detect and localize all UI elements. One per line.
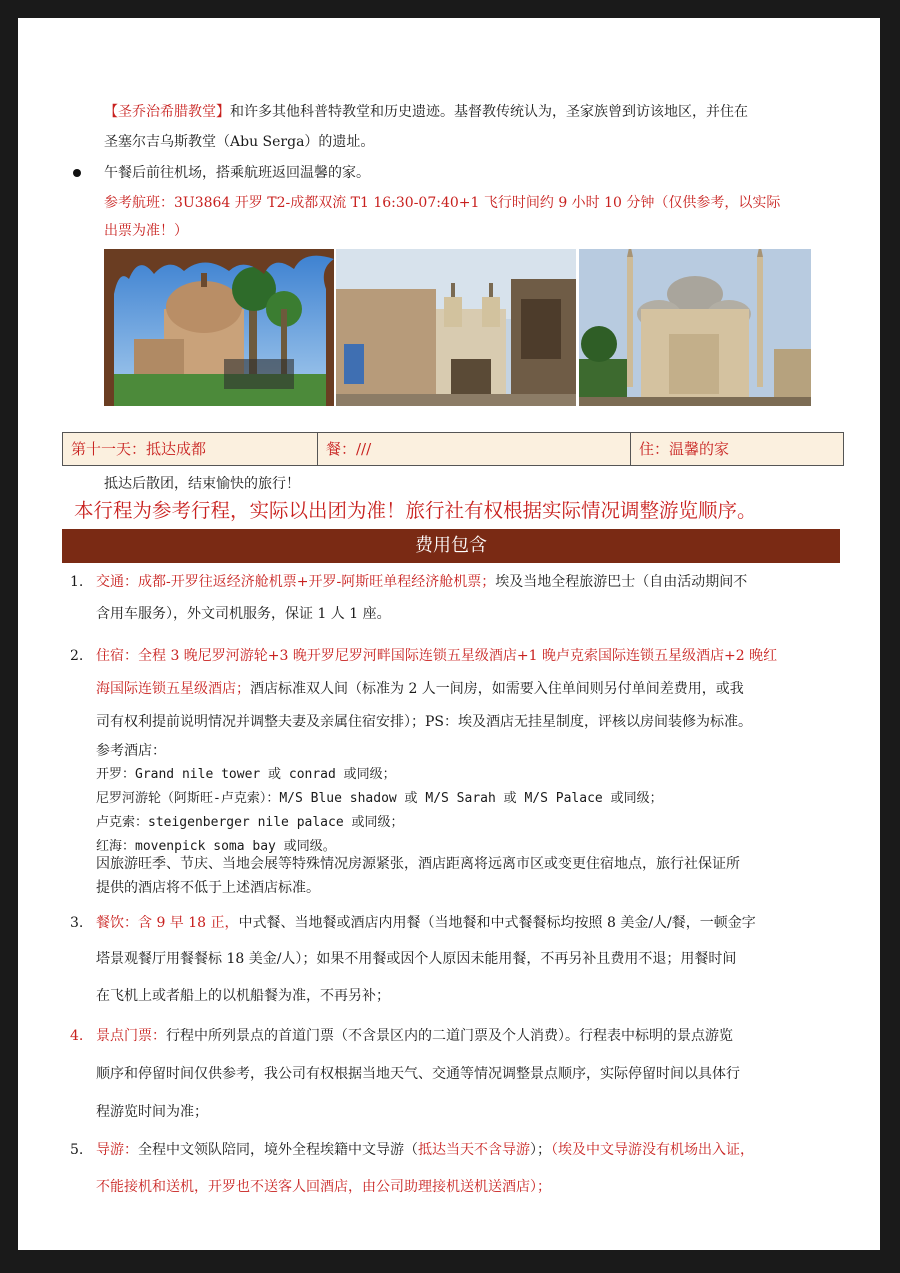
reference-flight-line-2: 出票为准！） [104, 223, 188, 239]
section-fee-includes-header: 费用包含 [62, 529, 840, 563]
document-page [18, 18, 880, 1250]
church-st-george-photo [104, 249, 334, 406]
item-4-tickets-line-3: 程游览时间为准； [96, 1104, 208, 1120]
alabaster-mosque-photo [579, 249, 811, 406]
item-2-accommodation-line-2: 海国际连锁五星级酒店；酒店标准双人间（标准为 2 人一间房，如需要入住单间则另付单间差费用，或我 [96, 681, 744, 697]
intro-line-1: 【圣乔治希腊教堂】和许多其他科普特教堂和历史遗迹。基督教传统认为，圣家族曾到访该地区，并住在 [104, 104, 748, 120]
reference-hotels-label: 参考酒店： [96, 743, 166, 759]
item-4-tickets-line-1: 景点门票：行程中所列景点的首道门票（不含景区内的二道门票及个人消费）。行程表中标明的景点游览 [96, 1028, 733, 1044]
item-1-transport-line-2: 含用车服务），外文司机服务，保证 1 人 1 座。 [96, 606, 391, 622]
church-name-highlight: 【圣乔治希腊教堂】 [104, 104, 230, 120]
hotel-nile-cruise: 尼罗河游轮（阿斯旺-卢克索）：M/S Blue shadow 或 M/S Sarah 或 M/S Palace 或同级； [96, 791, 663, 806]
hotel-note-line-2: 提供的酒店将不低于上述酒店标准。 [96, 880, 320, 896]
lunch-airport-line: 午餐后前往机场，搭乘航班返回温馨的家。 [104, 165, 370, 181]
hotel-note-line-1: 因旅游旺季、节庆、当地会展等特殊情况房源紧张，酒店距离将远离市区或变更住宿地点，旅行社保证所 [96, 856, 740, 872]
item-1-number: 1. [70, 574, 84, 590]
day-eleven-title: 第十一天：抵达成都 [71, 440, 207, 458]
item-3-meals-line-3: 在飞机上或者船上的以机船餐为准，不再另补； [96, 988, 390, 1004]
hotel-cairo: 开罗：Grand nile tower 或 conrad 或同级； [96, 767, 396, 782]
day-eleven-row [62, 432, 844, 466]
hotel-luxor: 卢克索：steigenberger nile palace 或同级； [96, 815, 404, 830]
item-3-meals-line-1: 餐饮：含 9 早 18 正，中式餐、当地餐或酒店内用餐（当地餐和中式餐餐标均按照 8 美金/人/餐，一顿金字 [96, 915, 756, 931]
item-4-tickets-line-2: 顺序和停留时间仅供参考，我公司有权根据当地天气、交通等情况调整景点顺序，实际停留时间以具体行 [96, 1066, 740, 1082]
item-5-number: 5. [70, 1142, 84, 1158]
hanging-church-photo [336, 249, 576, 406]
intro-line-2: 圣塞尔吉乌斯教堂（Abu Serga）的遗址。 [104, 134, 375, 150]
reference-flight-line-1: 参考航班：3U3864 开罗 T2-成都双流 T1 16:30-07:40+1 飞行时间约 9 小时 10 分钟（仅供参考，以实际 [104, 195, 781, 211]
arrival-line: 抵达后散团，结束愉快的旅行！ [104, 476, 300, 492]
item-1-transport-line-1: 交通：成都-开罗往返经济舱机票+开罗-阿斯旺单程经济舱机票；埃及当地全程旅游巴士（自由活动期间不 [96, 574, 748, 590]
item-2-accommodation-line-3: 司有权利提前说明情况并调整夫妻及亲属住宿安排）；PS：埃及酒店无挂星制度，评核以房间装修为标准。 [96, 714, 753, 730]
itinerary-notice: 本行程为参考行程，实际以出团为准！旅行社有权根据实际情况调整游览顺序。 [74, 499, 757, 522]
item-2-number: 2. [70, 648, 84, 664]
bullet-dot-icon [73, 169, 81, 177]
item-2-accommodation-line-1: 住宿：全程 3 晚尼罗河游轮+3 晚开罗尼罗河畔国际连锁五星级酒店+1 晚卢克索国际连锁五星级酒店+2 晚红 [96, 648, 778, 664]
item-5-guide-line-1: 导游：全程中文领队陪同，境外全程埃籍中文导游（抵达当天不含导游）；（埃及中文导游没有机场出入证， [96, 1142, 754, 1158]
day-eleven-meal: 餐：/// [317, 433, 630, 465]
item-3-meals-line-2: 塔景观餐厅用餐餐标 18 美金/人）；如果不用餐或因个人原因未能用餐，不再另补且费用不退；用餐时间 [96, 951, 737, 967]
hotel-red-sea: 红海：movenpick soma bay 或同级。 [96, 839, 336, 854]
item-5-guide-line-2: 不能接机和送机，开罗也不送客人回酒店，由公司助理接机送机送酒店）； [96, 1179, 551, 1195]
item-4-number: 4. [70, 1028, 84, 1044]
day-eleven-stay: 住：温馨的家 [630, 433, 843, 465]
item-3-number: 3. [70, 915, 84, 931]
